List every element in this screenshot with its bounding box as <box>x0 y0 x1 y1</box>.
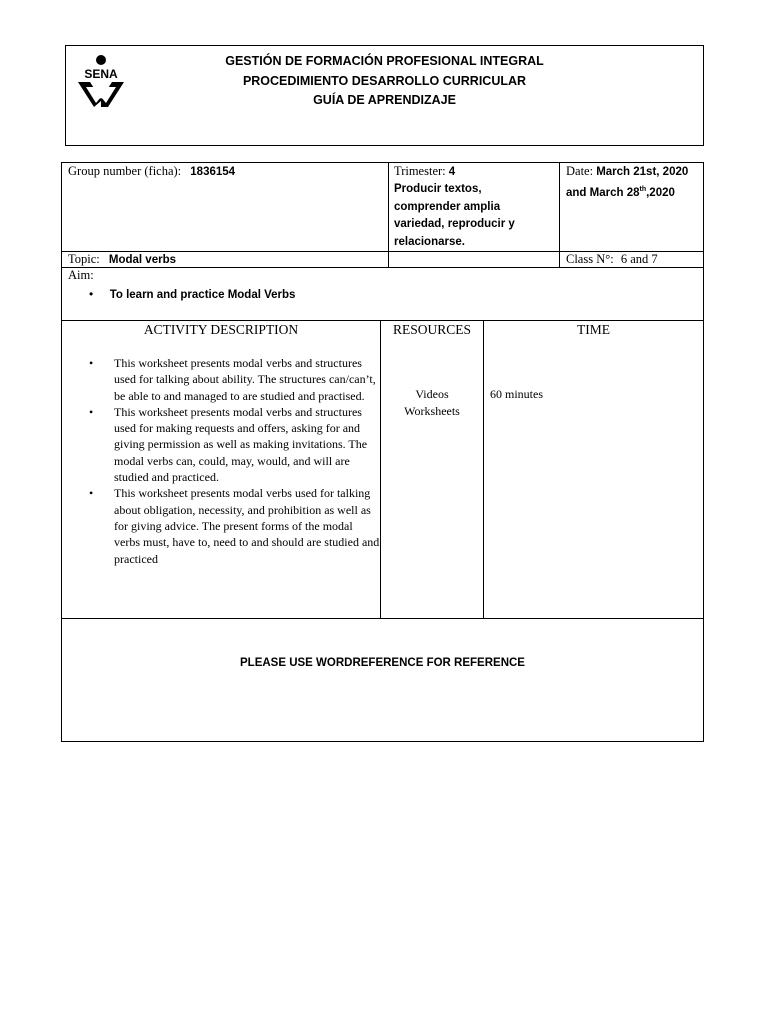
trimester-value: 4 <box>448 166 456 178</box>
trimester-cell <box>394 163 554 251</box>
group-number-cell <box>68 163 383 181</box>
header-title-1: GESTIÓN DE FORMACIÓN PROFESIONAL INTEGRAL <box>225 54 544 68</box>
resource-videos: Videos <box>415 387 449 401</box>
document-header <box>65 45 704 146</box>
bullet-icon: • <box>89 287 94 301</box>
group-label: Group number (ficha): <box>68 164 182 178</box>
group-value: 1836154 <box>190 166 236 178</box>
class-number-cell <box>566 251 700 267</box>
activity-item: • This worksheet presents modal verbs used for talking about obligation, necessity, and prohibition as well as for giving advice. The present forms of the modal verbs must, have to, need to and should are studied and practiced <box>62 485 380 566</box>
activity-column-header: ACTIVITY DESCRIPTION <box>143 322 299 337</box>
topic-cell <box>68 251 383 268</box>
class-value: 6 and 7 <box>620 252 658 266</box>
activity-list <box>62 355 380 567</box>
class-label: Class N°: <box>566 252 614 266</box>
aim-label: Aim: <box>68 268 94 282</box>
trimester-label: Trimester: <box>394 164 446 178</box>
time-column-header: TIME <box>577 322 610 337</box>
date-value: March 21st, 2020 and March 28th,2020 <box>566 166 689 200</box>
time-value: 60 minutes <box>490 387 543 401</box>
topic-label: Topic: <box>68 252 100 266</box>
activity-item: • This worksheet presents modal verbs and structures used for making requests and offers, asking for and giving permission as well as making invitations. The modal verbs can, could, may, would, and will are studied and practiced. <box>62 404 380 485</box>
trimester-description: Producir textos, comprender amplia variedad, reproducir y relacionarse. <box>394 183 515 248</box>
header-title-2: PROCEDIMIENTO DESARROLLO CURRICULAR <box>242 73 527 88</box>
date-label: Date: <box>566 164 594 178</box>
topic-value: Modal verbs <box>108 254 176 266</box>
resources-cell <box>381 386 483 419</box>
activity-item: • This worksheet presents modal verbs and structures used for talking about ability. The structures can/can’t, be able to and managed to are studied and practised. <box>62 355 380 404</box>
reference-note: PLEASE USE WORDREFERENCE FOR REFERENCE <box>240 657 525 669</box>
logo-text: SENA <box>84 67 118 81</box>
resources-column-header: RESOURCES <box>392 322 472 337</box>
aim-text: To learn and practice Modal Verbs <box>109 289 296 301</box>
resource-worksheets: Worksheets <box>404 403 460 418</box>
date-cell <box>566 163 700 203</box>
aim-item <box>89 286 295 304</box>
header-title-3: GUÍA DE APRENDIZAJE <box>313 93 456 107</box>
